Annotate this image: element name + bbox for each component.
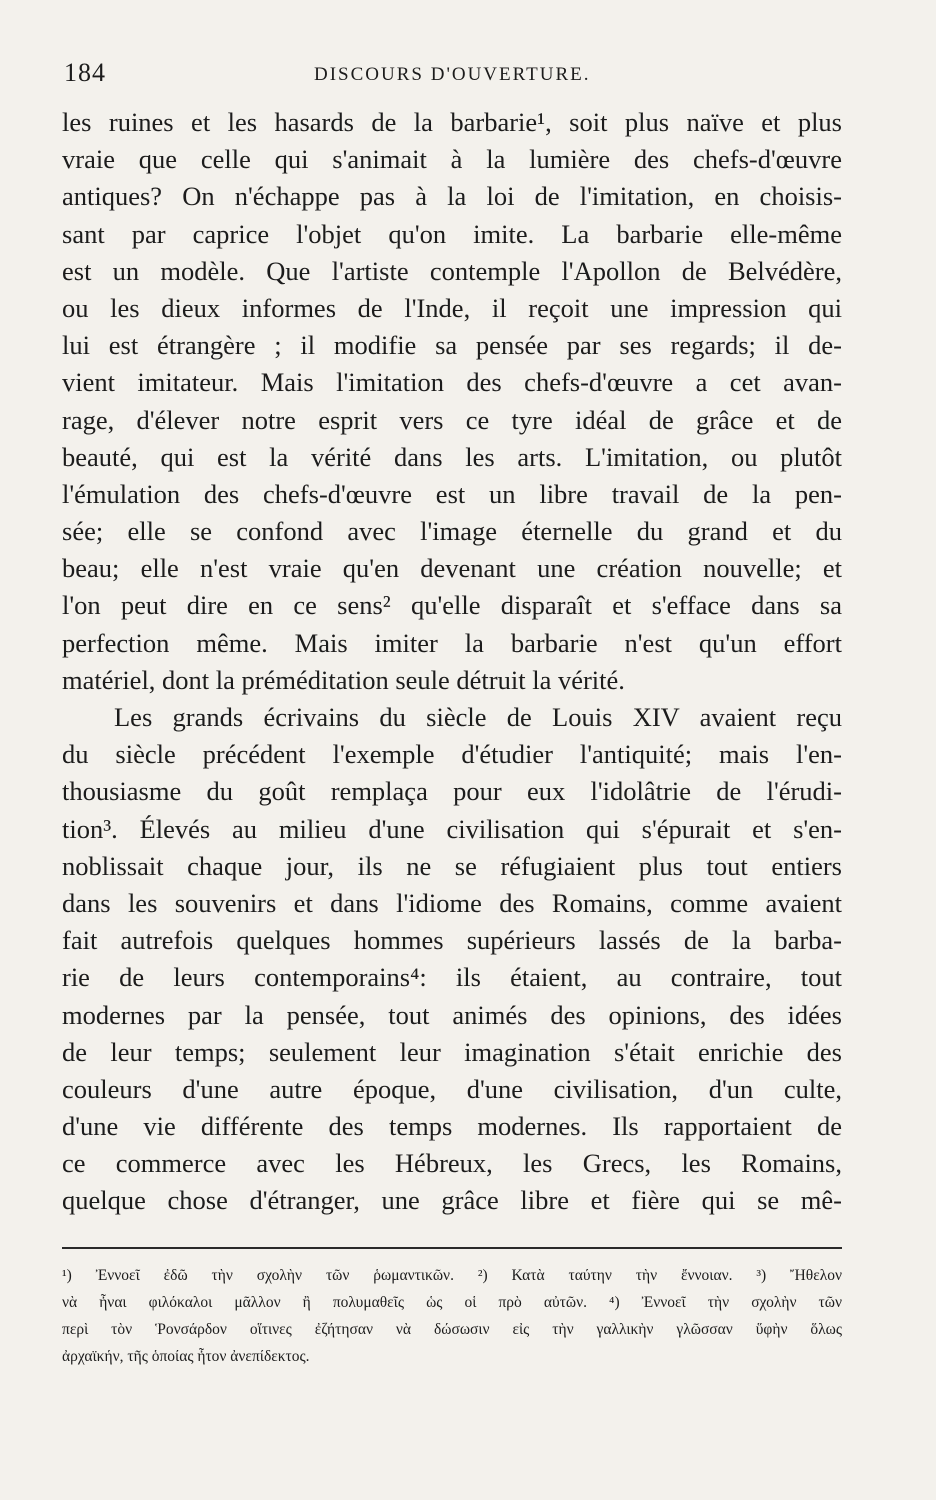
body-line: Les grands écrivains du siècle de Louis XIV avaient reçu xyxy=(114,702,842,732)
body-line: matériel, dont la préméditation seule détruit la vérité. xyxy=(62,664,625,695)
body-line: thousiasme du goût remplaça pour eux l'idolâtrie de l'érudi- xyxy=(62,776,842,807)
body-line: d'une vie différente des temps modernes. Ils rapportaient de xyxy=(62,1111,842,1142)
body-line: perfection même. Mais imiter la barbarie n'est qu'un effort xyxy=(62,627,842,658)
body-line: sée; elle se confond avec l'image éternelle du grand et du xyxy=(62,516,842,547)
page-number: 184 xyxy=(64,58,106,87)
body-line: sant par caprice l'objet qu'on imite. La barbarie elle-même xyxy=(62,218,842,249)
body-line: ce commerce avec les Hébreux, les Grecs, les Romains, xyxy=(62,1148,842,1179)
body-line: quelque chose d'étranger, une grâce libre et fière qui se mê- xyxy=(62,1185,842,1216)
body-line: lui est étrangère ; il modifie sa pensée par ses regards; il de- xyxy=(62,330,842,361)
body-line: modernes par la pensée, tout animés des opinions, des idées xyxy=(62,999,842,1030)
body-text xyxy=(62,104,842,1220)
body-line: vraie que celle qui s'animait à la lumière des chefs-d'œuvre xyxy=(62,144,842,175)
footnote-line: ¹) Ἐννοεῖ ἐδῶ τὴν σχολὴν τῶν ῥωμαντικῶν. ²) Κατὰ ταύτην τὴν ἔννοιαν. ³) Ἤθελον xyxy=(62,1267,842,1284)
body-line: beau; elle n'est vraie qu'en devenant une création nouvelle; et xyxy=(62,553,842,584)
body-line: couleurs d'une autre époque, d'une civilisation, d'un culte, xyxy=(62,1073,842,1104)
body-line: rage, d'élever notre esprit vers ce tyre idéal de grâce et de xyxy=(62,404,842,435)
body-line: vient imitateur. Mais l'imitation des chefs-d'œuvre a cet avan- xyxy=(62,367,842,398)
body-line: dans les souvenirs et dans l'idiome des Romains, comme avaient xyxy=(62,887,842,918)
footnote-line: ἀρχαϊκήν, τῆς ὁποίας ἦτον ἀνεπίδεκτος. xyxy=(62,1348,310,1365)
footnotes xyxy=(62,1262,842,1370)
page-header xyxy=(64,58,844,90)
body-line: antiques? On n'échappe pas à la loi de l'imitation, en choisis- xyxy=(62,181,842,212)
body-line: beauté, qui est la vérité dans les arts. L'imitation, ou plutôt xyxy=(62,441,842,472)
footnote-line: περὶ τὸν Ῥονσάρδον οἵτινες ἐζήτησαν νὰ δώσωσιν εἰς τὴν γαλλικὴν γλῶσσαν ὕφὴν ὅλως xyxy=(62,1321,842,1338)
body-line: tion³. Élevés au milieu d'une civilisation qui s'épurait et s'en- xyxy=(62,813,842,844)
body-line: de leur temps; seulement leur imagination s'était enrichie des xyxy=(62,1036,842,1067)
running-head: DISCOURS D'OUVERTURE. xyxy=(314,64,591,85)
body-line: est un modèle. Que l'artiste contemple l'Apollon de Belvédère, xyxy=(62,255,842,286)
body-line: ou les dieux informes de l'Inde, il reçoit une impression qui xyxy=(62,292,842,323)
body-line: les ruines et les hasards de la barbarie¹, soit plus naïve et plus xyxy=(62,107,842,137)
body-line: du siècle précédent l'exemple d'étudier l'antiquité; mais l'en- xyxy=(62,739,842,770)
body-line: rie de leurs contemporains⁴: ils étaient, au contraire, tout xyxy=(62,962,842,993)
footnote-rule xyxy=(62,1247,842,1249)
body-line: l'on peut dire en ce sens² qu'elle disparaît et s'efface dans sa xyxy=(62,590,842,621)
footnote-line: νὰ ἦναι φιλόκαλοι μᾶλλον ἢ πολυμαθεῖς ὡς οἱ πρὸ αὐτῶν. ⁴) Ἐννοεῖ τὴν σχολὴν τῶν xyxy=(62,1294,842,1311)
body-line: fait autrefois quelques hommes supérieurs lassés de la barba- xyxy=(62,925,842,956)
body-line: l'émulation des chefs-d'œuvre est un libre travail de la pen- xyxy=(62,478,842,509)
body-line: noblissait chaque jour, ils ne se réfugiaient plus tout entiers xyxy=(62,850,842,881)
